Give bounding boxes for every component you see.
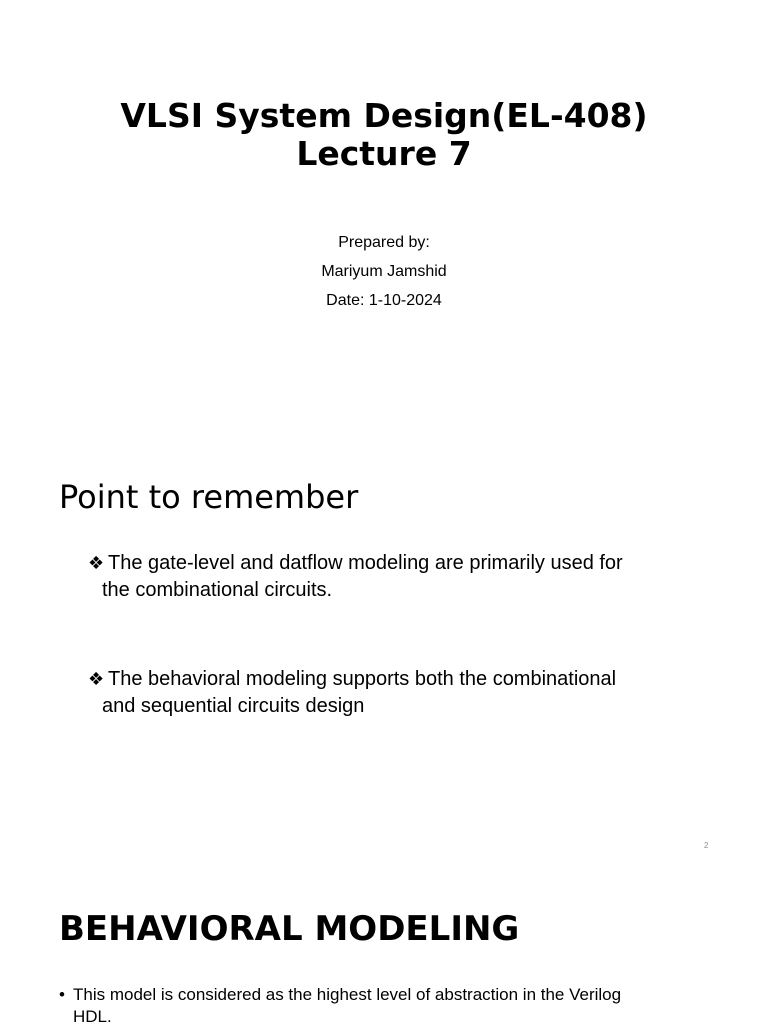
title-slide <box>0 0 768 420</box>
title-line-2: Lecture 7 <box>296 134 472 173</box>
list-item-line-2: HDL. <box>73 1007 112 1024</box>
list-item-line-1: The gate-level and datflow modeling are primarily used for <box>108 552 623 574</box>
page-number: 2 <box>704 841 709 850</box>
bullet-dot-icon: • <box>59 985 65 1004</box>
list-item <box>88 666 708 719</box>
list-item <box>59 984 699 1024</box>
lecture-date: Date: 1-10-2024 <box>326 292 442 309</box>
slide-heading: BEHAVIORAL MODELING <box>59 909 520 949</box>
slide-subtitle <box>0 228 768 315</box>
list-item-line-1: The behavioral modeling supports both the combinational <box>108 668 617 690</box>
list-item <box>88 550 708 603</box>
prepared-by-label: Prepared by: <box>338 234 430 251</box>
list-item-line-1: This model is considered as the highest level of abstraction in the Verilog <box>73 985 622 1004</box>
list-item-line-2: the combinational circuits. <box>102 579 333 601</box>
behavioral-modeling-slide <box>0 880 768 1024</box>
diamond-bullet-icon: ❖ <box>88 553 105 574</box>
slide-heading: Point to remember <box>59 478 359 516</box>
point-to-remember-slide <box>0 455 768 860</box>
author-name: Mariyum Jamshid <box>321 263 447 280</box>
diamond-bullet-icon: ❖ <box>88 669 105 690</box>
title-line-1: VLSI System Design(EL-408) <box>120 96 648 135</box>
list-item-line-2: and sequential circuits design <box>102 695 365 717</box>
slide-title <box>0 97 768 173</box>
